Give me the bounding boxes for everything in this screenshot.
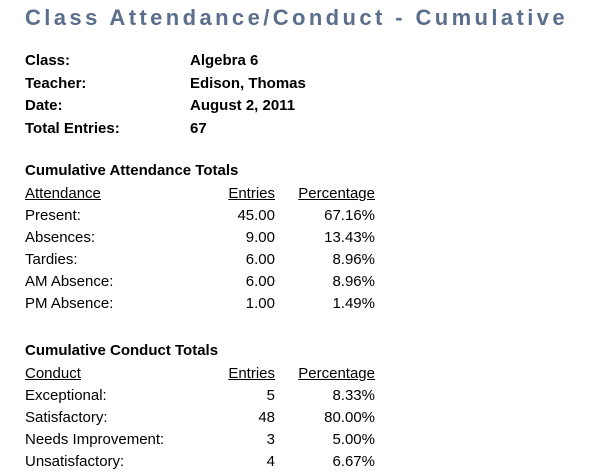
row-label: Unsatisfactory: bbox=[25, 453, 125, 470]
total-entries-value: 67 bbox=[190, 120, 207, 137]
report-title: Class Attendance/Conduct - Cumulative bbox=[25, 5, 569, 30]
row-label: Needs Improvement: bbox=[25, 431, 165, 448]
row-percentage: 13.43% bbox=[324, 229, 375, 246]
table-row bbox=[25, 387, 380, 407]
attendance-column-header: Attendance bbox=[25, 185, 101, 202]
table-row bbox=[25, 251, 380, 271]
row-entries: 45.00 bbox=[237, 207, 275, 224]
entries-column-header: Entries bbox=[228, 365, 275, 382]
row-percentage: 8.33% bbox=[332, 387, 375, 404]
table-row bbox=[25, 273, 380, 293]
row-label: Exceptional: bbox=[25, 387, 107, 404]
row-entries: 4 bbox=[266, 453, 275, 470]
percentage-column-header: Percentage bbox=[298, 185, 375, 202]
date-value: August 2, 2011 bbox=[190, 97, 296, 114]
table-row bbox=[25, 207, 380, 227]
row-percentage: 1.49% bbox=[332, 295, 375, 312]
row-percentage: 8.96% bbox=[332, 251, 375, 268]
row-entries: 3 bbox=[266, 431, 275, 448]
total-entries-label: Total Entries: bbox=[25, 120, 120, 137]
row-percentage: 5.00% bbox=[332, 431, 375, 448]
row-percentage: 80.00% bbox=[324, 409, 375, 426]
row-entries: 6.00 bbox=[245, 251, 275, 268]
class-value: Algebra 6 bbox=[190, 52, 259, 69]
table-row bbox=[25, 409, 380, 429]
entries-column-header: Entries bbox=[228, 185, 275, 202]
attendance-table-header bbox=[25, 185, 380, 205]
row-percentage: 8.96% bbox=[332, 273, 375, 290]
row-label: PM Absence: bbox=[25, 295, 114, 312]
row-entries: 48 bbox=[258, 409, 275, 426]
teacher-value: Edison, Thomas bbox=[190, 75, 306, 92]
row-entries: 1.00 bbox=[245, 295, 275, 312]
row-label: Absences: bbox=[25, 229, 96, 246]
attendance-heading: Cumulative Attendance Totals bbox=[25, 162, 239, 179]
table-row bbox=[25, 431, 380, 451]
row-label: AM Absence: bbox=[25, 273, 114, 290]
conduct-column-header: Conduct bbox=[25, 365, 81, 382]
row-label: Tardies: bbox=[25, 251, 78, 268]
row-label: Satisfactory: bbox=[25, 409, 108, 426]
row-label: Present: bbox=[25, 207, 81, 224]
table-row bbox=[25, 295, 380, 315]
conduct-heading: Cumulative Conduct Totals bbox=[25, 342, 219, 359]
row-entries: 5 bbox=[266, 387, 275, 404]
row-entries: 6.00 bbox=[245, 273, 275, 290]
teacher-label: Teacher: bbox=[25, 75, 87, 92]
table-row bbox=[25, 229, 380, 249]
row-percentage: 67.16% bbox=[324, 207, 375, 224]
row-percentage: 6.67% bbox=[332, 453, 375, 470]
date-label: Date: bbox=[25, 97, 63, 114]
table-row bbox=[25, 453, 380, 473]
percentage-column-header: Percentage bbox=[298, 365, 375, 382]
conduct-table-header bbox=[25, 365, 380, 385]
class-label: Class: bbox=[25, 52, 71, 69]
row-entries: 9.00 bbox=[245, 229, 275, 246]
